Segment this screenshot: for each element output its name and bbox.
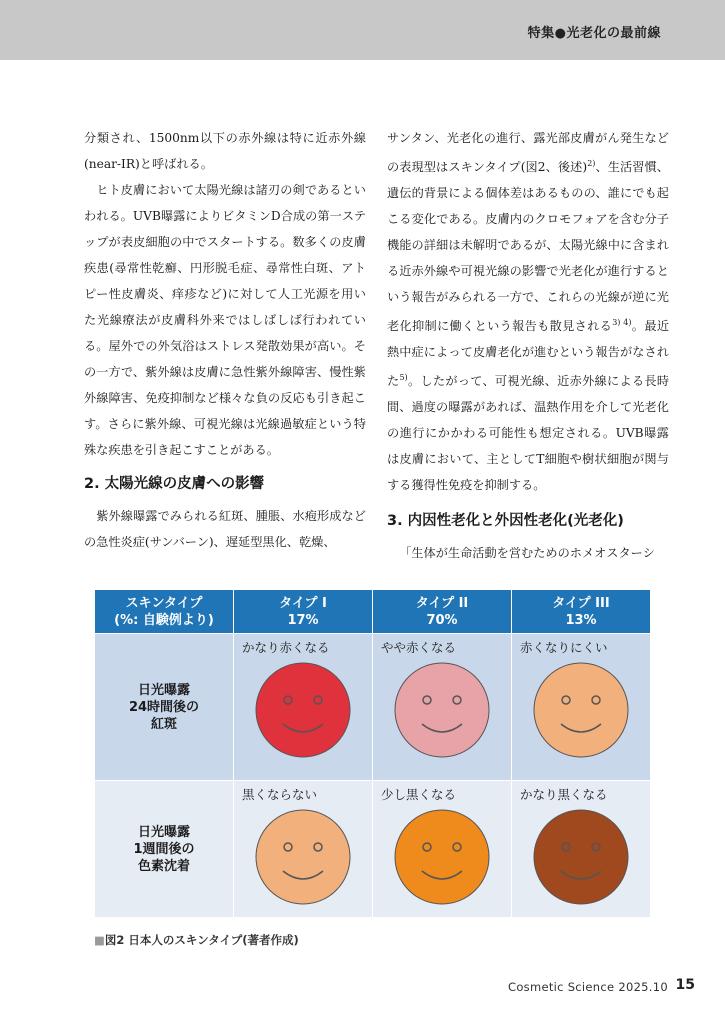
section-label: 特集●光老化の最前線 <box>527 26 661 41</box>
cell-pigmentation-type-2 <box>373 781 512 918</box>
section-heading-2: 2. 太陽光線の皮膚への影響 <box>84 476 265 492</box>
row-label-line: 色素沈着 <box>137 858 190 874</box>
type-name: タイプ III <box>552 595 610 611</box>
header-title: スキンタイプ <box>125 595 203 611</box>
skin-type-table <box>94 589 651 918</box>
citation-ref: 2) <box>587 159 596 168</box>
left-paragraph-3: 紫外線曝露でみられる紅斑、腫脹、水疱形成などの急性炎症(サンバーン)、遅延型黒化、乾燥、 <box>84 509 366 549</box>
header-type-2 <box>373 590 512 634</box>
smiley-face-icon <box>392 660 492 760</box>
header-bar <box>0 0 725 60</box>
smiley-face-icon <box>392 807 492 907</box>
cell-pigmentation-type-1 <box>234 781 373 918</box>
cell-label: かなり黒くなる <box>520 787 608 802</box>
cell-erythema-type-2 <box>373 634 512 781</box>
cell-label: かなり赤くなる <box>242 640 330 655</box>
type-percent: 13% <box>565 612 597 628</box>
smiley-face-icon <box>253 807 353 907</box>
row-label-line: 日光曝露 <box>137 824 190 840</box>
row-label-pigmentation <box>95 781 234 918</box>
cell-label: やや赤くなる <box>381 640 457 655</box>
smiley-face-icon <box>253 660 353 760</box>
row-label-line: 紅斑 <box>150 716 177 732</box>
right-text-1c: 。最近熱中症によって皮膚老化が進むという報告がなされた <box>387 319 670 389</box>
right-paragraph-2: 「生体が生命活動を営むためのホメオスターシ <box>399 546 655 561</box>
row-label-line: 24時間後の <box>128 699 200 715</box>
cell-label: 黒くならない <box>242 787 318 802</box>
caption-text: 図2 日本人のスキンタイプ(著者作成) <box>104 933 299 947</box>
journal-name: Cosmetic Science 2025.10 <box>507 980 668 994</box>
smiley-face-icon <box>531 807 631 907</box>
right-text-1d: 。したがって、可視光線、近赤外線による長時間、過度の曝露があれば、温熱作用を介して光老化の進行にかかわる可能性も想定される。UVB曝露は皮膚において、主としてT細胞や樹状細胞が関与する獲得性免疫を抑制する。 <box>387 374 670 493</box>
left-column <box>84 125 366 555</box>
page-number: 15 <box>675 977 695 993</box>
cell-erythema-type-1 <box>234 634 373 781</box>
left-paragraph-1: 分類され、1500nm以下の赤外線は特に近赤外線(near-IR)と呼ばれる。 <box>84 131 366 171</box>
type-name: タイプ I <box>279 595 327 611</box>
header-type-3 <box>512 590 651 634</box>
right-text-1a: サンタン、光老化の進行、露光部皮膚がん発生などの表現型はスキンタイプ(図2、後述) <box>387 131 669 175</box>
type-percent: 17% <box>287 612 319 628</box>
figure-caption <box>94 932 299 948</box>
section-heading-3: 3. 内因性老化と外因性老化(光老化) <box>387 513 624 530</box>
cell-label: 少し黒くなる <box>381 787 457 802</box>
row-label-line: 1週間後の <box>133 841 195 857</box>
right-text-1b: 、生活習慣、遺伝的背景による個体差はあるものの、誰にでも起こる変化である。皮膚内のクロモフォアを含む分子機能の詳細は未解明であるが、太陽光線中に含まれる近赤外線や可視光線の影響で光老化が進行するという報告がみられる一方で、これらの光線が逆に光老化抑制に働くという報告も散見される <box>387 160 669 334</box>
skin-type-figure <box>94 589 650 916</box>
type-name: タイプ II <box>415 595 469 611</box>
row-label-erythema <box>95 634 234 781</box>
right-column <box>387 125 669 566</box>
left-paragraph-2: ヒト皮膚において太陽光線は諸刃の剣であるといわれる。UVB曝露によりビタミンD合成の第一ステップが表皮細胞の中でスタートする。数多くの皮膚疾患(尋常性乾癬、円形脱毛症、尋常性白斑、アトピー性皮膚炎、痒疹など)に対して人工光源を用いた光線療法が皮膚科外来ではしばしば行われている。屋外での外気浴はストレス発散効果が高い。その一方で、紫外線は皮膚に急性紫外線障害、慢性紫外線障害、免疫抑制など様々な負の反応も引き起こす。さらに紫外線、可視光線は光線過敏症という特殊な疾患を引き起こすことがある。 <box>84 183 366 457</box>
header-type-1 <box>234 590 373 634</box>
row-label-line: 日光曝露 <box>137 682 190 698</box>
caption-marker: ■ <box>94 933 105 947</box>
cell-erythema-type-3 <box>512 634 651 781</box>
citation-ref: 5) <box>399 373 408 383</box>
citation-ref: 3) 4) <box>612 318 632 328</box>
cell-label: 赤くなりにくい <box>520 640 608 655</box>
header-subtitle: (%: 自験例より) <box>114 612 214 628</box>
type-percent: 70% <box>426 612 458 628</box>
smiley-face-icon <box>531 660 631 760</box>
header-skin-type <box>95 590 234 634</box>
right-paragraph-1 <box>387 125 669 498</box>
cell-pigmentation-type-3 <box>512 781 651 918</box>
